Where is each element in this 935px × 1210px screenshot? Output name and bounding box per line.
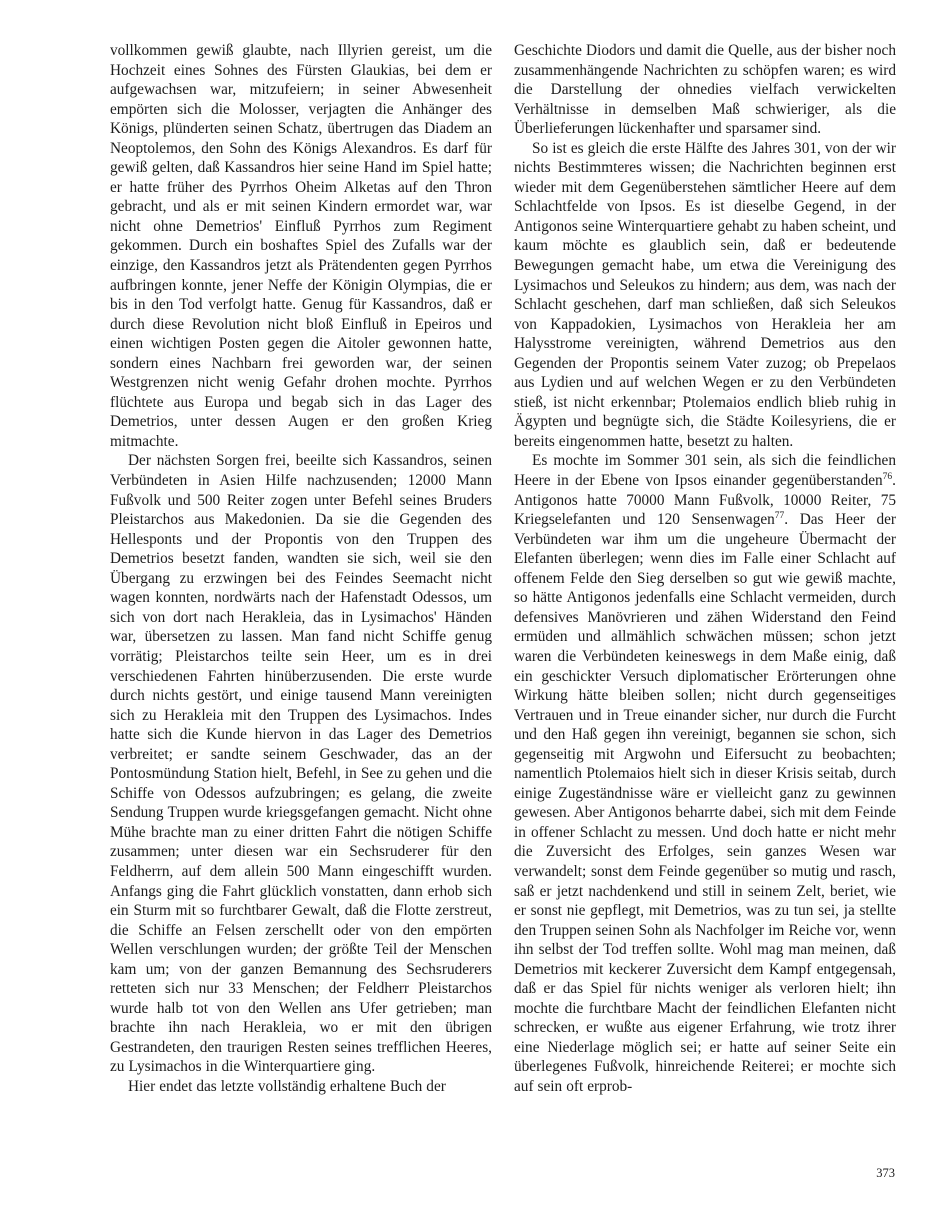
paragraph: Es mochte im Sommer 301 sein, als sich die feindlichen Heere in der Ebene von Ipsos einander gegenüberstanden$^{76}$. Antigonos hatte 70000 Mann Fußvolk, 10000 Reiter, 75 Kriegselefanten und 120 Sensenwagen$^{77}$. Das Heer der Verbündeten war ihm um die ungeheure Übermacht der Elefanten überlegen; wenn dies im Falle einer Schlacht auf offenem Felde den Sieg derselben so gut wie gewiß machte, so hätte Antigonos jedenfalls eine Schlacht vermeiden, durch defensives Manövrieren und zähen Widerstand den Feind ermüden und allmählich schwächen müssen; schon jetzt waren die Verbündeten keineswegs in dem Maße einig, daß ein geschickter Versuch diplomatischer Erörterungen ohne Wirkung hätte bleiben sollen; nicht durch gegenseitiges Vertrauen und in Treue einander sicher, nur durch die Furcht und den Haß gegen ihn vereinigt, begannen sie schon, sich gegenseitig mit Argwohn und Eifersucht zu beobachten; namentlich Ptolemaios hielt sich in dieser Krisis seitab, durch einige Zugeständnisse wäre er vielleicht ganz zu gewinnen gewesen. Aber Antigonos beharrte dabei, sich mit dem Feinde in offener Schlacht zu messen. Und doch hatte er nicht mehr die Zuversicht des Erfolges, sein ganzes Wesen war verwandelt; sonst dem Feinde gegenüber so mutig und rasch, saß er jetzt nachdenkend und still in seinem Zelt, beriet, wie er sonst nie gepflegt, mit Demetrios, was zu tun sei, ja stellte den Truppen seinen Sohn als Nachfolger im Reiche vor, wenn ihn selbst der Tod treffen sollte. Wohl mag man meinen, daß Demetrios mit keckerer Zuversicht dem Kampf entgegensah, daß er das Spiel für nichts weniger als verloren hielt; ihn mochte die furchtbare Macht der feindlichen Elefanten nicht schrecken, er wußte aus eigener Erfahrung, wie trotz ihrer eine Niederlage möglich sei; er hatte auf seiner Seite ein überlegenes Fußvolk, hinreichende Reiterei; er mochte sich auf sein oft erprob- xyxy=(514,452,896,1095)
footnote-reference: 76 xyxy=(882,471,893,482)
text-columns xyxy=(110,41,896,1097)
paragraph: vollkommen gewiß glaubte, nach Illyrien gereist, um die Hochzeit eines Sohnes des Fürsten Glaukias, bei dem er aufgewachsen war, mitzufeiern; in seiner Abwesenheit empörten sich die Molosser, verjagten die Anhänger des Königs, plünderten seinen Schatz, übertrugen das Diadem an Neoptolemos, den Sohn des Königs Alexandros. Es darf für gewiß gelten, daß Kassandros hier seine Hand im Spiel hatte; er hatte früher des Pyrrhos Oheim Alketas auf den Thron gebracht, und als er mit seinen Kindern ermordet war, war nicht ohne Demetrios' Einfluß Pyrrhos zum Regiment gekommen. Durch ein boshaftes Spiel des Zufalls war der einzige, den Kassandros jetzt als Prätendenten gegen Pyrrhos aufbringen konnte, jener Neffe der Königin Olympias, die er bis in den Tod verfolgt hatte. Genug für Kassandros, daß er durch diese Revolution nicht bloß Einfluß in Epeiros und einen wichtigen Posten gegen die Aitoler gewonnen hatte, sondern eines Nachbarn frei geworden war, der seinen Westgrenzen nicht wenig Gefahr drohen mochte. Pyrrhos flüchtete aus Europa und begab sich in das Lager des Demetrios, unter dessen Augen er den großen Krieg mitmachte. xyxy=(110,42,492,450)
paragraph: So ist es gleich die erste Hälfte des Jahres 301, von der wir nichts Bestimmteres wissen; die Nachrichten beginnen erst wieder mit dem Gegenüberstehen sämtlicher Heere auf dem Schlachtfelde von Ipsos. Es ist dieselbe Gegend, in der Antigonos seine Winterquartiere gehabt zu haben scheint, und kaum möchte es glaublich sein, daß er bedeutende Bewegungen gemacht habe, um etwa die Vereinigung des Lysimachos und Seleukos zu hindern; aus dem, was nach der Schlacht geschehen, darf man schließen, daß sich Seleukos von Kappadokien, Lysimachos von Herakleia her am Halysstrome vereinigten, während Demetrios aus den Gegenden der Propontis seinem Vater zuzog; ob Prepelaos aus Lydien und auf welchen Wegen er zu den Verbündeten stieß, ist nicht erkennbar; Ptolemaios endlich blieb ruhig in Ägypten und begnügte sich, die Städte Koilesyriens, die er bereits eingenommen hatte, besetzt zu halten. xyxy=(514,139,896,450)
text-column-left xyxy=(110,41,492,1097)
text-column-right xyxy=(514,41,896,1097)
footnote-reference: 77 xyxy=(774,511,785,522)
page-number: 373 xyxy=(876,1166,895,1180)
paragraph: Der nächsten Sorgen frei, beeilte sich Kassandros, seinen Verbündeten in Asien Hilfe nachzusenden; 12000 Mann Fußvolk und 500 Reiter zogen unter Befehl seines Bruders Pleistarchos aus Makedonien. Da sie die Gegenden des Hellesponts und der Propontis von den Truppen des Demetrios besetzt fanden, wandten sie sich, weil sie den Übergang zu erzwingen bei des Feindes Seemacht nicht wagen konnten, nordwärts nach der Hafenstadt Odessos, um sich von dort nach Herakleia, das in Lysimachos' Händen war, übersetzen zu lassen. Man fand nicht Schiffe genug vorrätig; Pleistarchos teilte sein Heer, um es in drei verschiedenen Fahrten hinüberzusenden. Die erste wurde durch nichts gestört, und einige tausend Mann vereinigten sich zu Herakleia mit den Truppen des Lysimachos. Indes hatte sich die Kunde hiervon in das Lager des Demetrios verbreitet; er sandte seinem Geschwader, das an der Pontosmündung Station hielt, Befehl, in See zu gehen und die Schiffe von Odessos aufzubringen; es gelang, die zweite Sendung Truppen wurde kriegsgefangen gemacht. Nicht ohne Mühe brachte man zu einer dritten Fahrt die nötigen Schiffe zusammen; unter diesen war ein Sechsruderer für den Feldherrn, auf dem allein 500 Mann eingeschifft wurden. Anfangs ging die Fahrt glücklich vonstatten, dann erhob sich ein Sturm mit so furchtbarer Gewalt, daß die Flotte zerstreut, die Schiffe an Felsen zerschellt oder von den empörten Wellen verschlungen wurden; der größte Teil der Menschen kam um; von der ganzen Bemannung des Sechsruderers retteten sich nur 33 Menschen; der Feldherr Pleistarchos wurde halb tot von den Wellen ans Ufer getrieben; man brachte ihn nach Herakleia, wo er mit den übrigen Gestrandeten, den traurigen Resten seines trefflichen Heeres, zu Lysimachos in die Winterquartiere ging. xyxy=(110,452,492,1076)
paragraph: Hier endet das letzte vollständig erhaltene Buch der xyxy=(128,1077,446,1095)
paragraph: Geschichte Diodors und damit die Quelle, aus der bisher noch zusammenhängende Nachrichten zu schöpfen waren; es wird die Darstellung der ohnedies vielfach verwickelten Verhältnisse in demselben Maß schwieriger, als die Überlieferungen lückenhafter und sparsamer sind. xyxy=(514,42,896,138)
